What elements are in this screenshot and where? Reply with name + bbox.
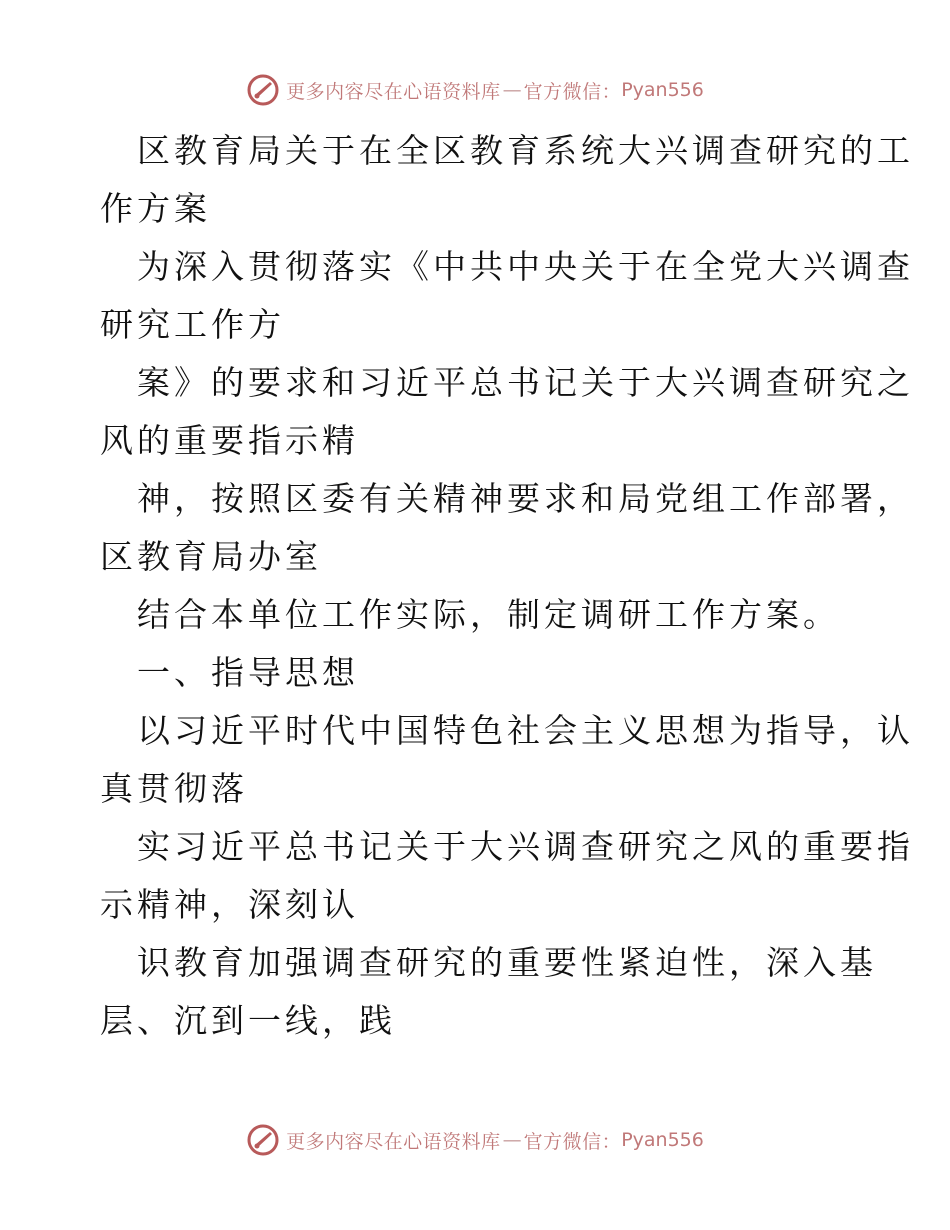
watermark-account: Pyan556 <box>621 1129 704 1151</box>
doc-line: 为深入贯彻落实《中共中央关于在全党大兴调查 <box>137 247 914 286</box>
doc-line: 研究工作方 <box>100 305 285 344</box>
doc-line: 区教育局办室 <box>100 537 322 576</box>
watermark-dash: — <box>502 79 522 101</box>
document-body <box>100 122 914 1050</box>
doc-line: 区教育局关于在全区教育系统大兴调查研究的工 <box>137 131 914 170</box>
doc-line: 神，按照区委有关精神要求和局党组工作部署， <box>137 479 914 518</box>
watermark-account: Pyan556 <box>621 79 704 101</box>
doc-line: 实习近平总书记关于大兴调查研究之风的重要指 <box>137 827 914 866</box>
brush-seal-icon <box>246 73 280 107</box>
watermark-header <box>0 70 950 110</box>
doc-line: 案》的要求和习近平总书记关于大兴调查研究之 <box>137 363 914 402</box>
doc-line: 识教育加强调查研究的重要性紧迫性，深入基 <box>137 943 877 982</box>
brush-seal-icon <box>246 1123 280 1157</box>
watermark-footer <box>0 1120 950 1160</box>
doc-line: 作方案 <box>100 189 211 228</box>
doc-line: 一、指导思想 <box>137 653 359 692</box>
doc-line: 风的重要指示精 <box>100 421 359 460</box>
watermark-dash: — <box>502 1129 522 1151</box>
doc-line: 层、沉到一线，践 <box>100 1001 396 1040</box>
watermark-label: 官方微信： <box>523 80 622 103</box>
doc-line: 以习近平时代中国特色社会主义思想为指导，认 <box>137 711 914 750</box>
doc-line: 真贯彻落 <box>100 769 248 808</box>
doc-line: 结合本单位工作实际，制定调研工作方案。 <box>137 595 840 634</box>
watermark-label: 官方微信： <box>523 1130 622 1153</box>
doc-line: 示精神，深刻认 <box>100 885 359 924</box>
watermark-text: 更多内容尽在心语资料库 <box>286 80 501 103</box>
watermark-text: 更多内容尽在心语资料库 <box>286 1130 501 1153</box>
